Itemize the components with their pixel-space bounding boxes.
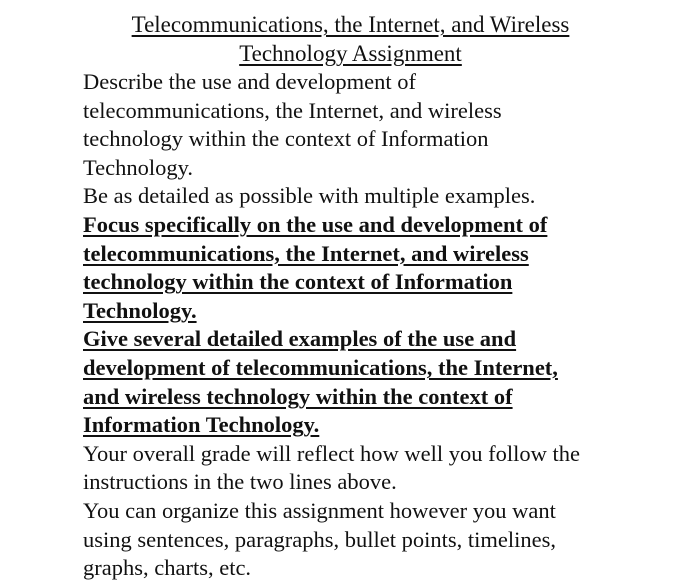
assignment-document	[83, 10, 683, 583]
detail-line: Be as detailed as possible with multiple examples.	[83, 183, 536, 209]
focus-line-1: Focus specifically on the use and development of	[83, 211, 548, 237]
examples-line-2: development of telecommunications, the Internet,	[83, 354, 558, 380]
focus-paragraph	[83, 211, 683, 325]
describe-line-1: Describe the use and development of	[83, 69, 417, 94]
organize-line-1: You can organize this assignment however you want	[83, 497, 556, 523]
examples-paragraph	[83, 325, 683, 439]
organize-line-3: graphs, charts, etc.	[83, 555, 252, 581]
title-line-2: Technology Assignment	[239, 41, 462, 66]
grade-line-2: instructions in the two lines above.	[83, 469, 397, 495]
title-line-1: Telecommunications, the Internet, and Wireless	[131, 12, 570, 37]
organize-line-2: using sentences, paragraphs, bullet points, timelines,	[83, 526, 557, 552]
describe-line-2: telecommunications, the Internet, and wireless	[83, 97, 502, 123]
describe-paragraph	[83, 68, 683, 182]
examples-line-3: and wireless technology within the context of	[83, 383, 513, 409]
describe-line-4: Technology.	[83, 154, 194, 180]
grade-line-1: Your overall grade will reflect how well you follow the	[83, 440, 580, 466]
focus-line-4: Technology.	[83, 297, 197, 323]
organize-paragraph	[83, 497, 683, 583]
examples-line-1: Give several detailed examples of the use and	[83, 326, 517, 352]
describe-line-3: technology within the context of Information	[83, 126, 489, 152]
document-title	[83, 10, 618, 68]
grade-paragraph	[83, 440, 683, 497]
focus-line-3: technology within the context of Information	[83, 269, 513, 295]
focus-line-2: telecommunications, the Internet, and wireless	[83, 240, 529, 266]
examples-line-4: Information Technology.	[83, 412, 320, 438]
detail-paragraph	[83, 182, 683, 211]
